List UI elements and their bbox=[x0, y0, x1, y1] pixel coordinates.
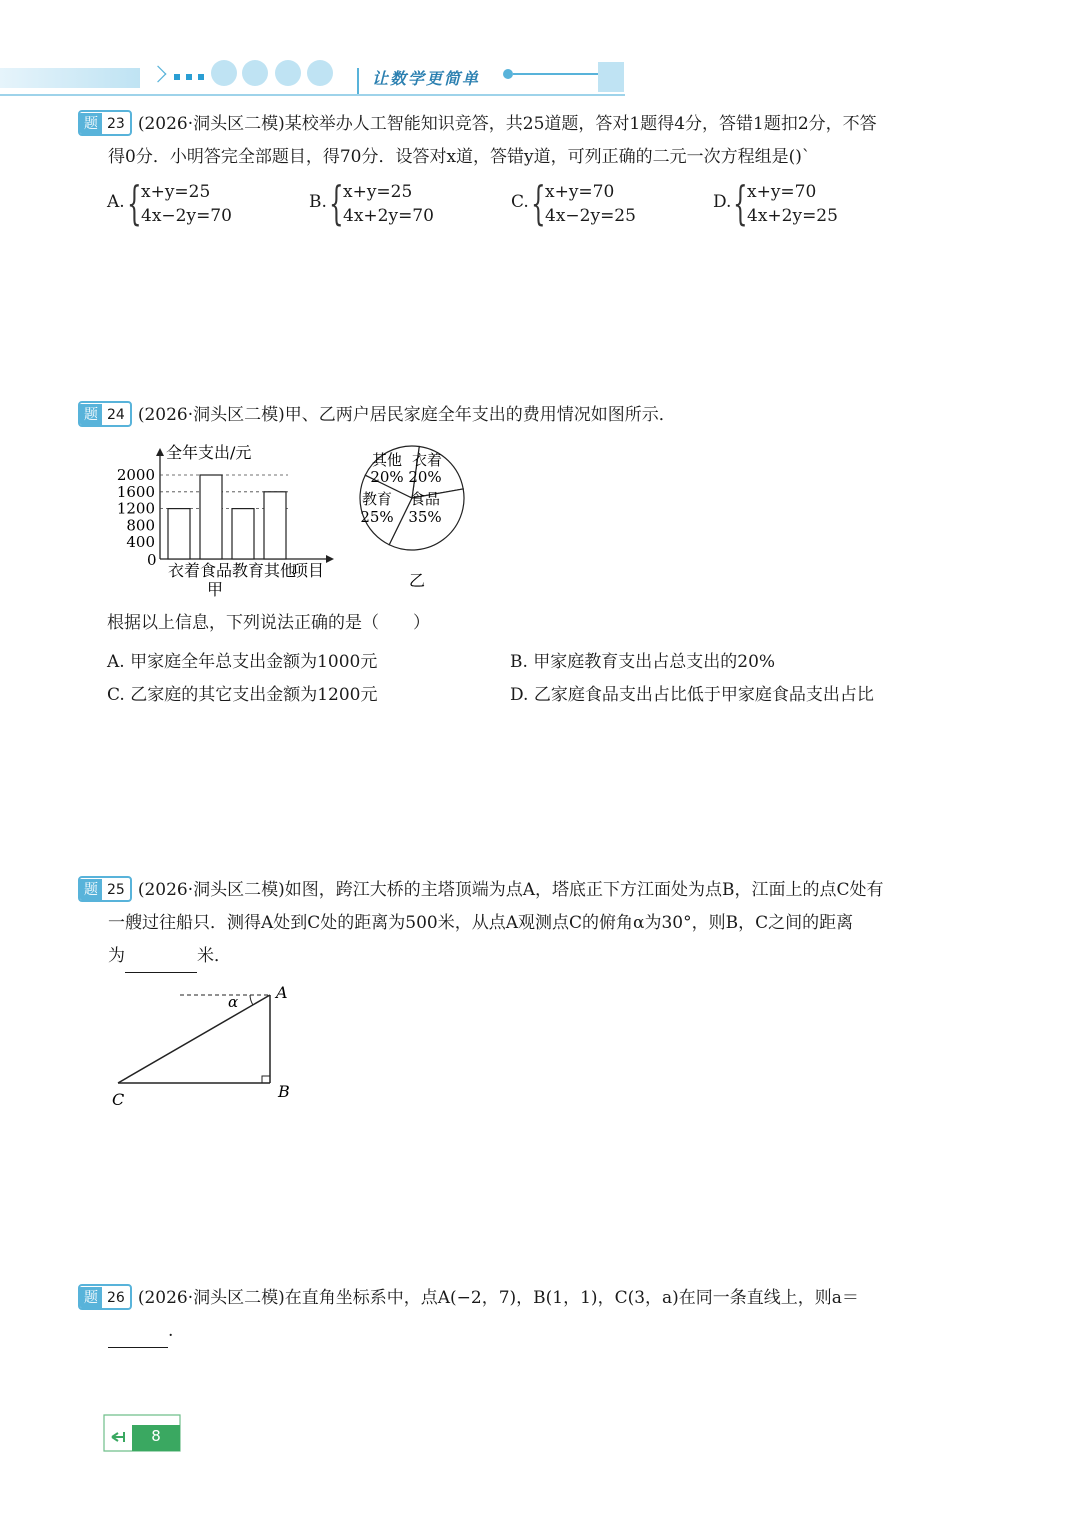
label-c: C bbox=[112, 1090, 125, 1109]
x-tick-label: 衣着 bbox=[168, 561, 201, 580]
slice-label: 其他 bbox=[371, 451, 403, 469]
slice-value-label: 25% bbox=[360, 508, 394, 526]
plug-icon bbox=[112, 1432, 124, 1442]
badge-number: 23 bbox=[107, 115, 125, 132]
slice-label: 衣着 bbox=[411, 451, 443, 469]
bar-衣着 bbox=[168, 509, 190, 559]
badge-number: 24 bbox=[107, 406, 125, 423]
bar-chart bbox=[110, 438, 350, 598]
label-a: A bbox=[276, 983, 288, 1002]
brace-icon: { bbox=[127, 176, 142, 230]
q23-options bbox=[107, 176, 957, 238]
header-band bbox=[0, 68, 140, 88]
badge-number: 25 bbox=[107, 881, 125, 898]
label-b: B bbox=[278, 1082, 290, 1101]
origin-label: 0 bbox=[147, 551, 157, 569]
equation-1: x+y=25 bbox=[141, 182, 211, 202]
question-text-line-1: (2026·洞头区二模)某校举办人工智能知识竞答，共25道题，答对1题得4分，答错1题扣2分，不答 bbox=[137, 114, 877, 134]
angle-arc bbox=[250, 995, 253, 1005]
page-header bbox=[0, 60, 640, 100]
question-23 bbox=[78, 108, 958, 174]
page-number: 8 bbox=[151, 1427, 161, 1445]
text-fragment: 米． bbox=[197, 946, 231, 966]
equation-2: 4x−2y=70 bbox=[141, 206, 232, 226]
equation-1: x+y=70 bbox=[747, 182, 817, 202]
bar-教育 bbox=[232, 509, 254, 559]
bar-chart-bars bbox=[168, 475, 286, 559]
bar-食品 bbox=[200, 475, 222, 559]
equation-1: x+y=70 bbox=[545, 182, 615, 202]
brace-icon: { bbox=[329, 176, 344, 230]
badge-label: 题 bbox=[80, 404, 102, 426]
y-tick-label: 1600 bbox=[116, 482, 155, 501]
header-underline bbox=[0, 94, 625, 96]
question-text-line-1: (2026·洞头区二模)在直角坐标系中，点A(−2，7)，B(1，1)，C(3，a)在同一条直线上，则a＝ bbox=[137, 1288, 859, 1308]
x-axis-title: 项目 bbox=[292, 561, 325, 580]
y-tick-label: 400 bbox=[126, 533, 155, 552]
header-slogan: 让数学更简单 bbox=[372, 69, 481, 88]
equation-2: 4x+2y=70 bbox=[343, 206, 434, 226]
brace-icon: { bbox=[531, 176, 546, 230]
bar-其他 bbox=[264, 492, 286, 559]
question-badge bbox=[78, 110, 132, 136]
triangle-figure bbox=[100, 980, 310, 1110]
page-number-tab bbox=[100, 1413, 182, 1453]
equation-2: 4x+2y=25 bbox=[747, 206, 838, 226]
question-text-line-1: (2026·洞头区二模)如图，跨江大桥的主塔顶端为点A，塔底正下方江面处为点B，江面上的点C处有 bbox=[137, 880, 884, 900]
dot-icon bbox=[186, 74, 192, 80]
x-tick-label: 其他 bbox=[264, 561, 297, 580]
option-c[interactable]: C. 乙家庭的其它支出金额为1200元 bbox=[107, 685, 378, 705]
question-text-line-2: 一艘过往船只．测得A处到C处的距离为500米，从点A观测点C的俯角α为30°，则B，C之间的距离 bbox=[108, 913, 854, 933]
question-text-line-3 bbox=[78, 940, 958, 973]
y-tick-label: 2000 bbox=[116, 466, 155, 484]
question-26 bbox=[78, 1282, 958, 1348]
question-text-line-2 bbox=[78, 1315, 958, 1348]
right-angle-mark bbox=[262, 1076, 270, 1083]
dot-icon bbox=[174, 74, 180, 80]
badge-label: 题 bbox=[80, 113, 102, 135]
question-text-line-2: 得0分．小明答完全部题目，得70分．设答对x道，答错y道，可列正确的二元一次方程组是()` bbox=[108, 147, 811, 167]
answer-blank[interactable] bbox=[108, 1327, 168, 1348]
equation-2: 4x−2y=25 bbox=[545, 206, 636, 226]
slice-label: 教育 bbox=[361, 490, 393, 508]
bar-chart-caption: 甲 bbox=[207, 580, 224, 598]
circle-icon bbox=[307, 60, 333, 86]
badge-number: 26 bbox=[107, 1289, 125, 1306]
brace-icon: { bbox=[733, 176, 748, 230]
y-tick-label: 1200 bbox=[116, 499, 155, 518]
option-b[interactable]: B. 甲家庭教育支出占总支出的20% bbox=[510, 652, 776, 672]
circle-icon bbox=[275, 60, 301, 86]
pie-chart-caption: 乙 bbox=[408, 571, 426, 590]
y-tick-label: 800 bbox=[126, 516, 155, 535]
option-d[interactable]: D. 乙家庭食品支出占比低于甲家庭食品支出占比 bbox=[510, 685, 874, 705]
x-axis-arrow-icon bbox=[326, 555, 334, 563]
slider-knob-icon bbox=[503, 69, 513, 79]
option-letter: C. bbox=[511, 192, 529, 212]
pie-chart bbox=[355, 438, 485, 598]
slice-value-label: 20% bbox=[408, 468, 442, 486]
slice-value-label: 35% bbox=[408, 508, 442, 526]
header-separator bbox=[357, 68, 359, 94]
question-badge bbox=[78, 876, 132, 902]
y-axis-title: 全年支出/元 bbox=[166, 443, 252, 462]
option-letter: D. bbox=[713, 192, 732, 212]
question-24 bbox=[78, 399, 958, 432]
badge-label: 题 bbox=[80, 1287, 102, 1309]
question-25 bbox=[78, 874, 958, 973]
line-ac bbox=[118, 995, 270, 1083]
badge-label: 题 bbox=[80, 879, 102, 901]
header-tab-block bbox=[598, 62, 624, 92]
circle-icon bbox=[211, 60, 237, 86]
answer-blank[interactable] bbox=[125, 952, 197, 973]
text-fragment: 为 bbox=[108, 946, 125, 966]
option-letter: A. bbox=[107, 192, 125, 212]
question-badge bbox=[78, 401, 132, 427]
question-text-line-1: (2026·洞头区二模)甲、乙两户居民家庭全年支出的费用情况如图所示． bbox=[137, 405, 676, 425]
equation-1: x+y=25 bbox=[343, 182, 413, 202]
text-fragment: . bbox=[168, 1321, 174, 1341]
option-a[interactable]: A. 甲家庭全年总支出金额为1000元 bbox=[107, 652, 378, 672]
slice-label: 食品 bbox=[409, 490, 441, 508]
dot-icon bbox=[198, 74, 204, 80]
chevron-right-icon bbox=[150, 66, 167, 83]
circle-icon bbox=[242, 60, 268, 86]
x-tick-label: 教育 bbox=[232, 561, 265, 580]
q24-prompt: 根据以上信息，下列说法正确的是（ ） bbox=[107, 613, 430, 633]
slice-value-label: 20% bbox=[370, 468, 404, 486]
option-letter: B. bbox=[309, 192, 327, 212]
y-axis-arrow-icon bbox=[156, 448, 164, 456]
question-badge bbox=[78, 1284, 132, 1310]
label-alpha: α bbox=[228, 993, 239, 1011]
decorative-line bbox=[513, 73, 598, 75]
x-tick-label: 食品 bbox=[200, 561, 233, 580]
